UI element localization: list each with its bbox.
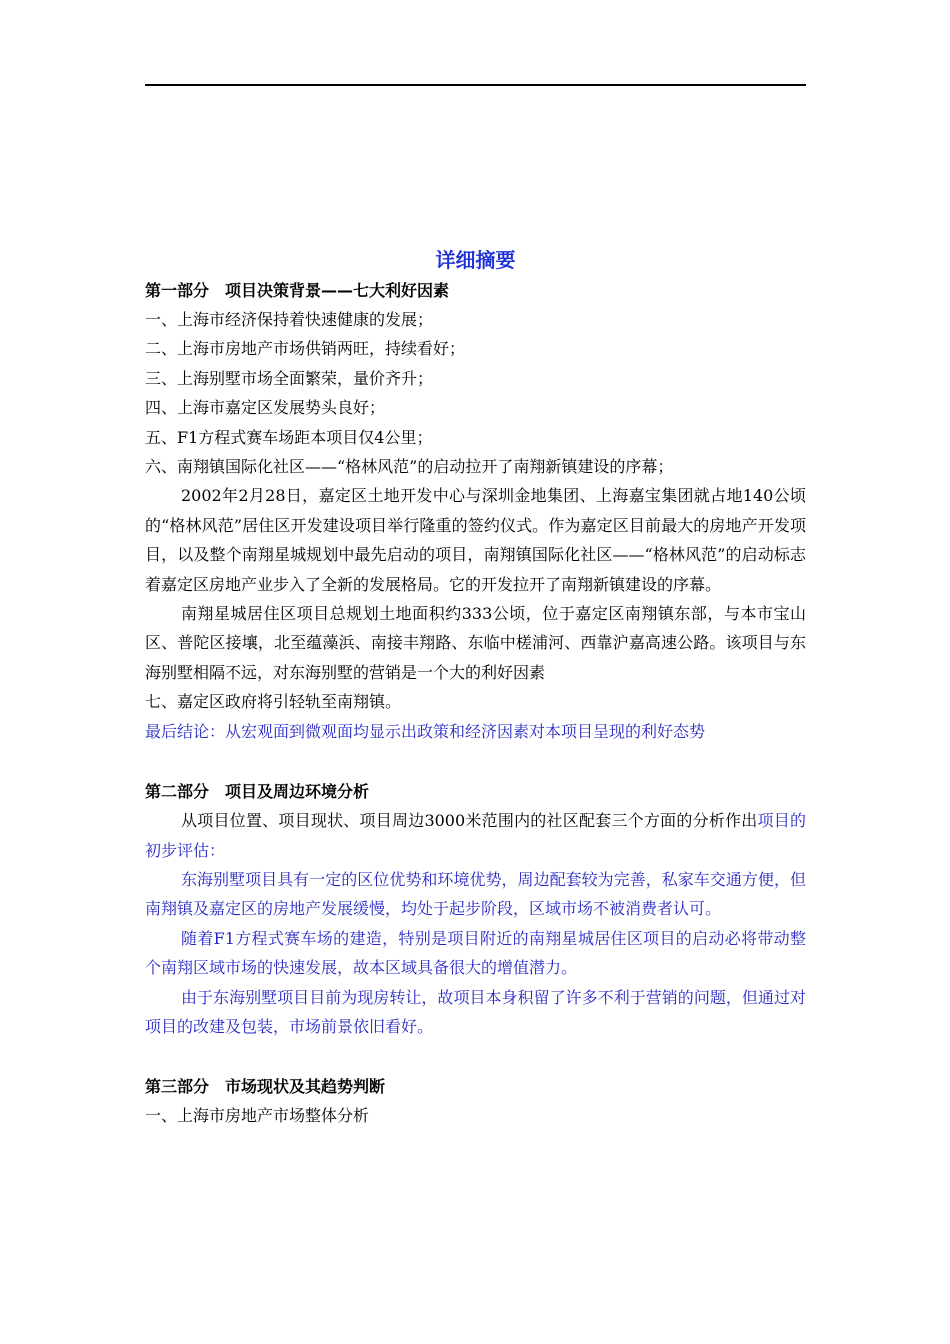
section-gap [145,1041,806,1072]
part1-item-1: 一、上海市经济保持着快速健康的发展； [145,310,434,329]
part1-item-7: 七、嘉定区政府将引轻轨至南翔镇。 [145,692,402,712]
part1-heading: 第一部分 项目决策背景——七大利好因素 [145,281,450,300]
part3-item-1: 一、上海市房地产市场整体分析 [145,1106,370,1126]
part1-item-5: 五、F1方程式赛车场距本项目仅4公里； [145,427,433,447]
page-title: 详细摘要 [435,248,516,272]
part1-item-4: 四、上海市嘉定区发展势头良好； [145,398,386,418]
section-gap [145,746,806,777]
part2-paragraph-3: 由于东海别墅项目目前为现房转让，故项目本身积留了许多不利于营销的问题，但通过对项目的改建及包装，市场前景依旧看好。 [145,987,806,1036]
part2-heading: 第二部分 项目及周边环境分析 [145,782,370,802]
part1-item-6: 六、南翔镇国际化社区——“格林风范”的启动拉开了南翔新镇建设的序幕； [145,457,674,477]
part2-paragraph-2: 随着F1方程式赛车场的建造，特别是项目附近的南翔星城居住区项目的启动必将带动整个南翔区域市场的快速发展，故本区域具备很大的增值潜力。 [145,928,806,978]
part2-intro [145,806,806,865]
part2-intro-text: 从项目位置、项目现状、项目周边3000米范围内的社区配套三个方面的分析作出 [181,811,758,831]
part1-paragraph-1: 2002年2月28日，嘉定区土地开发中心与深圳金地集团、上海嘉宝集团就占地140公顷的“格林风范”居住区开发建设项目举行隆重的签约仪式。作为嘉定区目前最大的房地产开发项目，以及整个南翔星城规划中最先启动的项目，南翔镇国际化社区——“格林风范”的启动标志着嘉定区房地产业步入了全新的发展格局。它的开发拉开了南翔新镇建设的序幕。 [145,486,806,594]
part1-item-3: 三、上海别墅市场全面繁荣，量价齐升； [145,368,434,388]
part2-intro-highlight: 项目的初步评估： [145,811,806,860]
header-rule [145,84,806,86]
part1-item-2: 二、上海市房地产市场供销两旺，持续看好； [145,339,466,359]
document-body [145,244,806,1131]
part3-heading: 第三部分 市场现状及其趋势判断 [145,1077,386,1097]
part2-paragraph-1: 东海别墅项目具有一定的区位优势和环境优势，周边配套较为完善，私家车交通方便，但南翔镇及嘉定区的房地产发展缓慢，均处于起步阶段，区域市场不被消费者认可。 [145,869,806,919]
part1-paragraph-2: 南翔星城居住区项目总规划土地面积约333公顷，位于嘉定区南翔镇东部，与本市宝山区、普陀区接壤，北至蕴藻浜、南接丰翔路、东临中槎浦河、西靠沪嘉高速公路。该项目与东海别墅相隔不远，对东海别墅的营销是一个大的利好因素 [145,604,806,682]
part1-conclusion: 最后结论：从宏观面到微观面均显示出政策和经济因素对本项目呈现的利好态势 [145,721,706,741]
